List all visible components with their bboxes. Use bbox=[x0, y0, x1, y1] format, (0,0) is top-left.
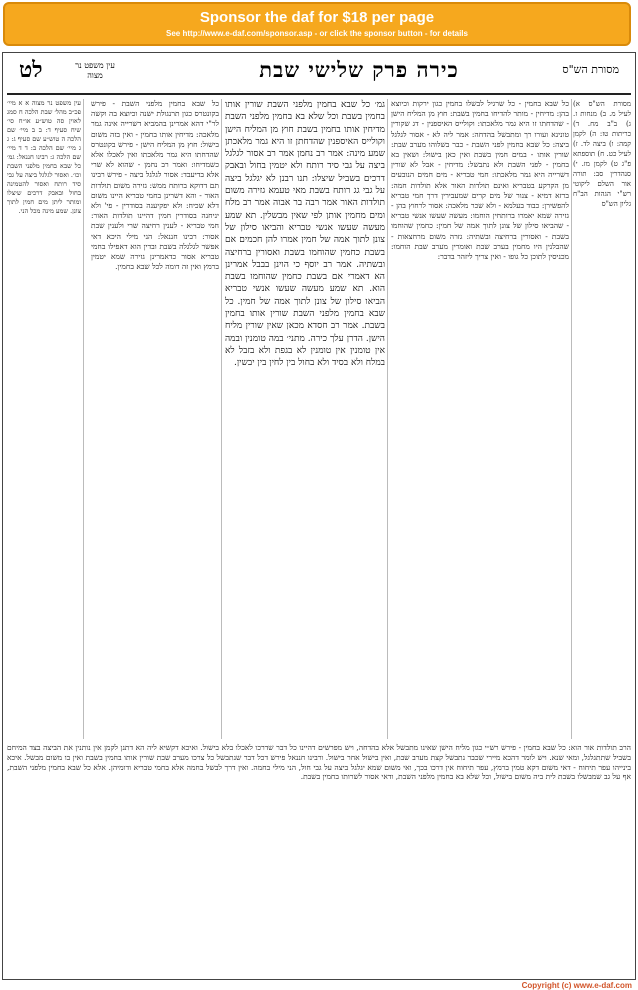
masoret-hashas-label: מסורת הש"ס bbox=[562, 63, 619, 76]
rashi-commentary: כל שבא בחמין - כל שרגיל לבשלו בחמין כגון ירקות וכיוצא בהן: מדיחין - מותר להדיחו בחמין בשבת: חוץ מן המליח הישן - שהדחתו זו היא גמר מלאכתו: וקולייס האיספנין - דג שקורין טונינא ועורו רך ומתבשל בהדחה: אמר ליה לא - אסור לגלגל ביצה: כל שבא בחמין לפני השבת - כבר בשלוהו מערב שבת: שורין אותו - במים חמין בשבת ואין כאן בישול: ושאין בא בחמין - לפני השבת ולא נתבשל: מדיחין - אבל לא שורין דשרייה היא גמר מלאכתו: חמי טבריא - מים חמים הנובעים מן הקרקע בטבריא ואינם תולדות האור אלא תולדות חמה: ברזא דמיא - צנור של מים קרים שמעבירין דרך חמי טבריא להפשירן: כבוד בעלמא - ולא שכר מלאכה: אסור לרחוץ בהן - גזירה שמא יאמרו ברותחין הוחמו: מעשה שעשו אנשי טבריא - שהביאו סילון של צונן לתוך אמה של חמין: כחמין שהוחמו בשבת - ואסורין ברחיצה ובשתיה: גזרה משום מרחצאות - שהבלנין היו מחמין בערב שבת ואומרין מערב שבת הוחמו: מכניסין לתוכן כל גופו - ואין צריך ליזהר בדבר: bbox=[391, 99, 569, 262]
gemara-text: גמ׳ כל שבא בחמין מלפני השבת שורין אותו בחמין בשבת וכל שלא בא בחמין מלפני השבת מדיחין אותו בחמין בשבת חוץ מן המליח הישן וקולייס האיספנין שהדחתן זו היא גמר מלאכתן שמע מינה: אמר רב נחמן אמר רב אסור לגלגל ביצה על גבי סיד רותח ולא יטמין בחול ובאבק דרכים בשביל שיצלו: תנו רבנן לא יגלגל ביצה על גבי גג רותח בשבת מאי טעמא גזירה משום תולדות האור אמר רבה בר אבוה אמר רב מלח ומים מחמין אותן לפי שאין מבשלין. תא שמע מעשה שעשו אנשי טבריא והביאו סילון של צונן לתוך אמה של חמין אמרו להן חכמים אם בשבת כחמין שהוחמו בשבת ואסורין ברחיצה ובשתיה. אמר רב יוסף כי הוינן בבבל אמרינן הא דאמרי אם בשבת כחמין שהוחמו בשבת הוא. תא שמע מעשה שעשו אנשי טבריא הביאו סילון של צונן לתוך אמה של חמין. כל שבא בחמין מלפני השבת שורין אותו בחמין בשבת. אמר רב חסדא מכאן שאין שורין מליח הישן. הדרן עלך כירה. מתני׳ במה טומנין ובמה אין טומנין אין טומנין לא בגפת ולא בזבל לא במלח ולא בסיד ולא בחול בין לחין בין יבשין. bbox=[225, 100, 385, 369]
page-header bbox=[13, 57, 625, 91]
bottom-commentary: הרב תולדות אור הוא: כל שבא בחמין - פירש רש״י כגון מליח הישן שאינו מתבשל אלא בהדחה, ויש מפרשים דהיינו כל דבר שדרכו לאכלו בלא בישול. ואיכא דקשיא ליה הא דתנן לקמן אין נותנין את הביצה בצד המיחם בשביל שתתגלגל, ומאי שנא. ויש לומר דהכא מיירי שכבר נתבשל קצת מערב שבת, ואין בישול אחר בישול. ורבינו חננאל פירש דכל דבר שנתבשל כל צרכו מערב שבת שורין אותו בחמין בשבת ואין בו משום מבשל. איכא בינייהו עפר תיחוח - דאי משום דקא טמין ברמץ, עפר תיחוח אין דרכו בכך, ואי משום שמא יגלגל ביצה על גבי חול, הני מילי בחמה. ואין דרך לבשל בחמה אלא בחמי טבריא ודומיהן. אלא כל שבא בחמין מלפני השבת, אף על גב שמבשלו בשבת לית ביה משום בישול, וכל שלא בא בחמין מלפני השבת, ודאי אסור לשרותו בחמין בשבת. bbox=[7, 743, 631, 782]
left-margin-notes: עין משפט נר מצוה א א מיי׳ פכ״ב מהל׳ שבת הלכה ח סמג לאוין סה טוש״ע או״ח סי׳ שיח סעיף ד: ב ב מיי׳ שם הלכה ה טוש״ע שם סעיף ג: ג ג מיי׳ שם הלכה ב: ד ד מיי׳ שם הלכה ג: רבינו חננאל: גמ׳ כל שבא בחמין מלפני השבת וכו׳. ואסור לגלגל ביצה על גבי סיד רותח ואסור להטמינה בחול ובאבק דרכים שיצלו ומותר ליתן מים חמין לתוך צונן. שמע מינה מכל הני. bbox=[7, 99, 81, 215]
ein-mishpat-label: עין משפט נר מצוה bbox=[75, 61, 115, 80]
tosafot-commentary: כל שבא בחמין מלפני השבת - פירש בקונטרס כגון תרנגולת ישנה וכיוצא בה וקשה לר"י דהא אמרינן בהמביא דשרייה אינה גמר מלאכה: מדיחין אותו בחמין - ואין בזה משום בישול: חוץ מן המליח הישן - פירש בקונטרס שהדחתו היא גמר מלאכתו ואין לאכלו אלא כשמדיחו: ואמר רב נחמן - שהוא לא שרי אלא בדיעבד: אסור לגלגל ביצה - פירש רבינו תם דדוקא ברותח ממש: גזירה משום תולדות האור - והא דשרינן בחמי טבריא היינו משום דלא שכיח: ולא יפקיענה בסודרין - פי' ולא יניחנה בסודרין חמין דהיינו תולדות האור: חמי טבריא - לענין רחיצה שרי ולענין שבת אסור: רבינו חננאל: הני מילי היכא דאי אפשר לגלגלה בשבת ובדין הוא דאפילו בחמי טבריא אסור כדאמרינן גזירה שמא יטמין ברמץ ואין זה דומה לכל שבא בחמין. bbox=[91, 99, 219, 272]
sponsor-link[interactable]: Sponsor the daf for $18 per page bbox=[199, 9, 435, 26]
column-divider bbox=[387, 99, 388, 739]
chapter-title: כירה פרק שלישי שבת bbox=[259, 57, 459, 82]
header-divider bbox=[7, 93, 631, 95]
column-divider bbox=[221, 99, 222, 739]
column-divider bbox=[83, 99, 84, 739]
right-margin-notes: מסורת הש"ס א) לעיל מ. ב) מנחות ז. ג) ב"ב מח. ד) כריתות טז: ה) לקמן קמה: ו) ביצה לד. ז) לעיל כט. ח) תוספתא פ"ג ט) לקמן מז. י) סנהדרין סב: תורה אור השלם ליקוטי רש"י הגהות הב"ח גליון הש"ס bbox=[573, 100, 631, 208]
copyright-notice: Copyright (c) www.e-daf.com bbox=[521, 981, 632, 990]
sponsor-subtitle: See http://www.e-daf.com/sponsor.asp - or click the sponsor button - for details bbox=[166, 29, 468, 38]
column-divider bbox=[571, 99, 572, 739]
daf-number: לט bbox=[19, 57, 43, 83]
sponsor-banner[interactable] bbox=[3, 2, 631, 46]
talmud-page bbox=[2, 52, 636, 980]
